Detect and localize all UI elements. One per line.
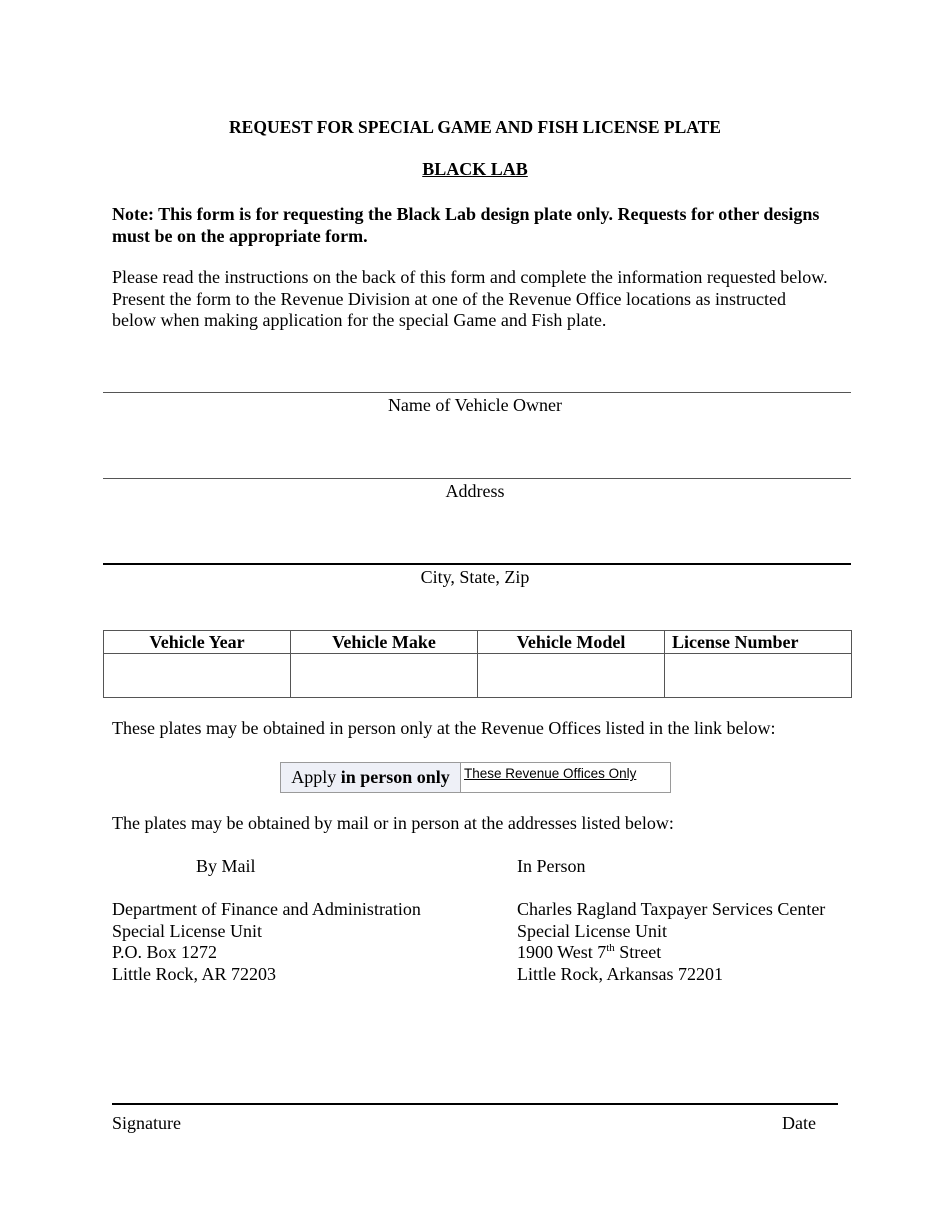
mail-address-line: Department of Finance and Administration <box>112 899 421 919</box>
form-instructions: Please read the instructions on the back of this form and complete the information requested below. Present the form to the Revenue Division at one of the Revenue Office locations as instructed below when making application for the special Game and Fish plate. <box>112 267 828 330</box>
vehicle-table <box>103 630 852 698</box>
mail-address-line: Little Rock, AR 72203 <box>112 963 276 984</box>
revenue-offices-link[interactable]: These Revenue Offices Only <box>464 766 637 781</box>
vehicle-model-cell[interactable] <box>478 654 665 698</box>
owner-name-field[interactable] <box>103 392 851 393</box>
vehicle-make-cell[interactable] <box>291 654 478 698</box>
street-sup: th <box>606 942 615 954</box>
by-mail-heading: By Mail <box>196 856 256 876</box>
in-person-address-line: Special License Unit <box>517 920 667 941</box>
signature-label: Signature <box>112 1113 181 1133</box>
in-person-address-line: Little Rock, Arkansas 72201 <box>517 963 723 984</box>
city-state-zip-label: City, State, Zip <box>420 567 530 587</box>
mail-address-line: P.O. Box 1272 <box>112 942 218 962</box>
vehicle-year-header: Vehicle Year <box>104 631 291 654</box>
mail-text: The plates may be obtained by mail or in person at the addresses listed below: <box>112 813 674 833</box>
in-person-heading: In Person <box>517 856 586 876</box>
apply-bold: in person only <box>340 767 450 787</box>
address-label: Address <box>445 481 505 501</box>
mail-address-line: Special License Unit <box>112 920 262 941</box>
signature-line[interactable] <box>112 1103 838 1105</box>
vehicle-year-cell[interactable] <box>104 654 291 698</box>
mail-address <box>112 899 421 985</box>
in-person-text: These plates may be obtained in person only at the Revenue Offices listed in the link below: <box>112 718 776 738</box>
address-field[interactable] <box>103 478 851 479</box>
street-prefix: 1900 West 7 <box>517 942 607 962</box>
apply-box <box>280 762 671 793</box>
date-label: Date <box>782 1113 816 1133</box>
vehicle-make-header: Vehicle Make <box>291 631 478 654</box>
street-suffix: Street <box>614 942 662 962</box>
in-person-address-line: Charles Ragland Taxpayer Services Center <box>517 899 826 919</box>
apply-label <box>281 763 461 792</box>
vehicle-model-header: Vehicle Model <box>478 631 665 654</box>
apply-prefix: Apply <box>291 767 341 787</box>
in-person-street <box>517 942 825 964</box>
form-subtitle: BLACK LAB <box>422 159 528 179</box>
form-note: Note: This form is for requesting the Black Lab design plate only. Requests for other designs must be on the appropriate form. <box>112 204 820 246</box>
vehicle-table-header <box>104 631 852 654</box>
in-person-address <box>517 899 825 985</box>
vehicle-table-row <box>104 654 852 698</box>
license-number-cell[interactable] <box>665 654 852 698</box>
owner-name-label: Name of Vehicle Owner <box>387 395 563 415</box>
city-state-zip-field[interactable] <box>103 563 851 565</box>
form-title: REQUEST FOR SPECIAL GAME AND FISH LICENSE PLATE <box>229 117 721 137</box>
license-number-header: License Number <box>665 631 852 654</box>
